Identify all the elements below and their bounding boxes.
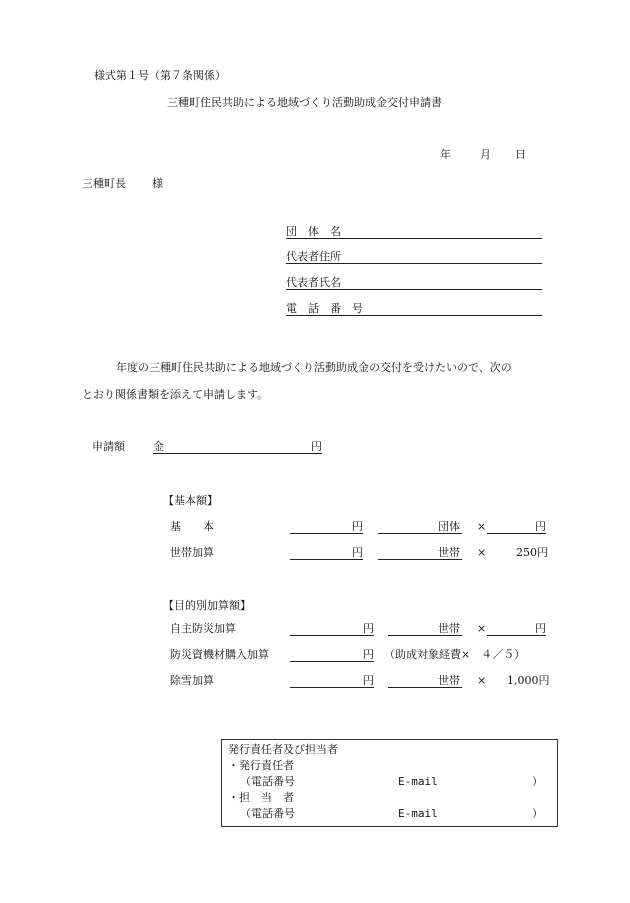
contact-box-title: 発行責任者及び担当者 — [228, 743, 338, 756]
addressee-honorific: 様 — [152, 177, 163, 190]
rep-address-field[interactable] — [286, 263, 542, 264]
addressee: 三種町長 — [82, 177, 126, 190]
equipment-unit-yen: 円 — [363, 648, 374, 661]
group-name-field[interactable] — [286, 238, 542, 239]
basic-unit-yen: 円 — [352, 520, 363, 533]
household-rate: 250円 — [516, 546, 548, 559]
equipment-row-label: 防災資機材購入加算 — [170, 648, 269, 661]
staff-label: ・担 当 者 — [228, 791, 294, 804]
household-multiply: × — [477, 546, 487, 559]
issuer-phone-label: （電話番号 — [240, 775, 295, 788]
form-number-label: 様式第１号（第７条関係） — [94, 69, 226, 82]
household-unit: 世帯 — [438, 546, 460, 559]
basic-tail-yen: 円 — [535, 520, 546, 533]
staff-close-paren: ） — [532, 807, 543, 820]
snow-unit-yen: 円 — [363, 674, 374, 687]
document-title: 三種町住民共助による地域づくり活動助成金交付申請書 — [167, 96, 442, 109]
snow-rate: 1,000円 — [507, 674, 550, 687]
snow-unit-household: 世帯 — [438, 674, 460, 687]
issuer-close-paren: ） — [532, 775, 543, 788]
rep-name-field[interactable] — [286, 289, 542, 290]
snow-amount-field[interactable] — [290, 687, 374, 688]
rep-name-label: 代表者氏名 — [286, 276, 341, 289]
disaster-amount-field[interactable] — [290, 635, 374, 636]
body-text-line-2: とおり関係書類を添えて申請します。 — [82, 388, 269, 401]
staff-email-label: E-mail — [398, 807, 438, 820]
disaster-row-label: 自主防災加算 — [170, 622, 236, 635]
household-row-label: 世帯加算 — [170, 546, 214, 559]
request-amount-label: 申請額 — [92, 440, 125, 453]
request-amount-field[interactable] — [153, 453, 322, 454]
equipment-note: （助成対象経費× ４／５） — [384, 648, 526, 661]
disaster-unit-household: 世帯 — [438, 622, 460, 635]
basic-row-label: 基 本 — [170, 520, 214, 533]
household-unit-yen: 円 — [352, 546, 363, 559]
basic-amount-heading: 【基本額】 — [163, 494, 218, 507]
basic-unit-group: 団体 — [438, 520, 460, 533]
date-year-label: 年 — [440, 148, 451, 161]
rep-address-label: 代表者住所 — [286, 250, 341, 263]
staff-phone-label: （電話番号 — [240, 807, 295, 820]
issuer-email-label: E-mail — [398, 775, 438, 788]
disaster-multiply: × — [477, 622, 487, 635]
request-amount-suffix: 円 — [311, 440, 322, 453]
disaster-unit-yen: 円 — [363, 622, 374, 635]
body-text-line-1: 年度の三種町住民共助による地域づくり活動助成金の交付を受けたいので、次の — [116, 361, 512, 374]
equipment-amount-field[interactable] — [290, 661, 374, 662]
snow-row-label: 除雪加算 — [170, 674, 214, 687]
purpose-amount-heading: 【目的別加算額】 — [163, 599, 251, 612]
phone-field[interactable] — [286, 315, 542, 316]
group-name-label: 団 体 名 — [286, 225, 341, 238]
basic-multiply: × — [477, 520, 487, 533]
issuer-label: ・発行責任者 — [228, 759, 294, 772]
date-day-label: 日 — [515, 148, 526, 161]
phone-label: 電 話 番 号 — [286, 302, 363, 315]
snow-multiply: × — [477, 674, 487, 687]
request-amount-prefix: 金 — [153, 440, 164, 453]
disaster-tail-yen: 円 — [535, 622, 546, 635]
date-month-label: 月 — [480, 148, 491, 161]
